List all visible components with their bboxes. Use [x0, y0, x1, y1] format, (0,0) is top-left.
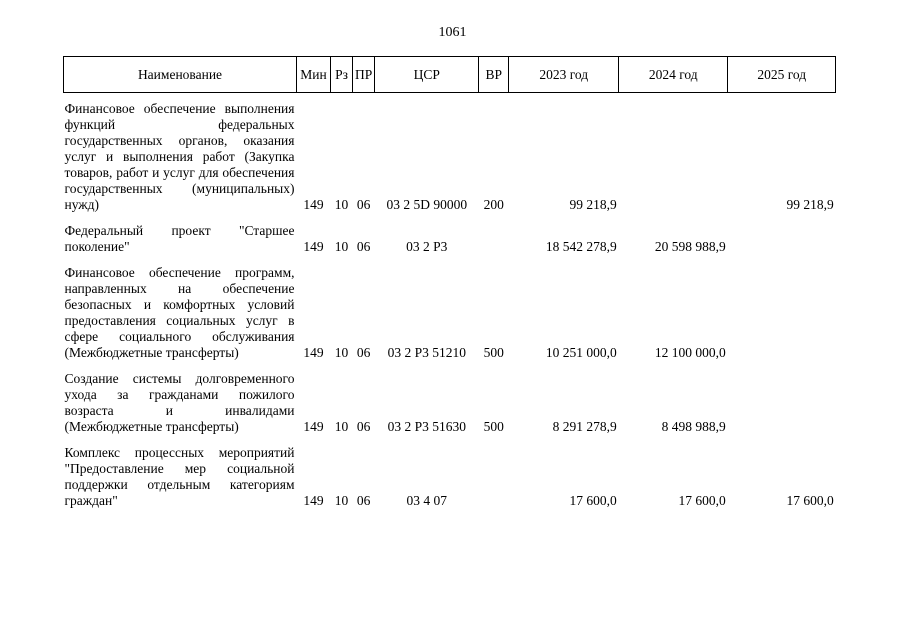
- row-pr: 06: [356, 493, 371, 508]
- row-csr: 03 2 Р3 51630: [387, 419, 466, 434]
- row-pr: 06: [356, 197, 371, 212]
- budget-table: [63, 56, 836, 509]
- row-min: 149: [303, 345, 324, 360]
- header-2025: 2025 год: [728, 57, 836, 93]
- row-vr: [479, 223, 509, 255]
- header-min: Мин: [297, 57, 331, 93]
- row-name: Комплекс процессных мероприятий "Предоставление мер социальной поддержки отдельным категориям граждан": [64, 445, 295, 508]
- row-vr: 500: [483, 345, 504, 360]
- table-row: [64, 223, 836, 255]
- row-2025: 99 218,9: [786, 197, 834, 212]
- row-2024: 8 498 988,9: [661, 419, 726, 434]
- row-rz: 10: [334, 239, 349, 254]
- row-csr: 03 4 07: [406, 493, 448, 508]
- row-name: Финансовое обеспечение выполнения функций федеральных государственных органов, оказания услуг и выполнения работ (Закупка товаров, работ и услуг для обеспечения государственных (муниципальных) нужд): [64, 101, 295, 212]
- table-row: [64, 445, 836, 509]
- row-2024: 20 598 988,9: [654, 239, 726, 254]
- row-2025: [728, 265, 836, 361]
- header-vr: ВР: [479, 57, 509, 93]
- row-csr: 03 2 Р3: [406, 239, 448, 254]
- row-csr: 03 2 5D 90000: [386, 197, 468, 212]
- row-2025: [728, 371, 836, 435]
- header-name: Наименование: [64, 57, 297, 93]
- row-2024: 17 600,0: [678, 493, 726, 508]
- header-rz: Рз: [331, 57, 353, 93]
- row-2024: 12 100 000,0: [654, 345, 726, 360]
- table-row: [64, 101, 836, 213]
- row-min: 149: [303, 419, 324, 434]
- row-rz: 10: [334, 419, 349, 434]
- row-min: 149: [303, 197, 324, 212]
- row-2023: 18 542 278,9: [545, 239, 617, 254]
- row-2025: 17 600,0: [786, 493, 834, 508]
- header-2024: 2024 год: [619, 57, 728, 93]
- row-2025: [728, 223, 836, 255]
- table-row: [64, 265, 836, 361]
- row-name: Создание системы долговременного ухода за гражданами пожилого возраста и инвалидами (Межбюджетные трансферты): [64, 371, 295, 434]
- row-vr: 500: [483, 419, 504, 434]
- row-name: Финансовое обеспечение программ, направленных на обеспечение безопасных и комфортных условий предоставления социальных услуг в сфере социального обслуживания (Межбюджетные трансферты): [64, 265, 295, 360]
- row-min: 149: [303, 493, 324, 508]
- row-2024: [619, 101, 728, 213]
- row-name: Федеральный проект "Старшее поколение": [64, 223, 295, 254]
- row-2023: 10 251 000,0: [545, 345, 617, 360]
- row-2023: 8 291 278,9: [552, 419, 617, 434]
- header-2023: 2023 год: [509, 57, 619, 93]
- row-2023: 99 218,9: [569, 197, 617, 212]
- table-body: [64, 93, 836, 510]
- row-rz: 10: [334, 493, 349, 508]
- page-number: 1061: [438, 25, 467, 40]
- row-rz: 10: [334, 345, 349, 360]
- row-vr: 200: [483, 197, 504, 212]
- row-2023: 17 600,0: [569, 493, 617, 508]
- table-row: [64, 371, 836, 435]
- table-header: [64, 57, 836, 93]
- row-rz: 10: [334, 197, 349, 212]
- row-pr: 06: [356, 419, 371, 434]
- row-pr: 06: [356, 239, 371, 254]
- row-min: 149: [303, 239, 324, 254]
- header-pr: ПР: [353, 57, 375, 93]
- row-pr: 06: [356, 345, 371, 360]
- row-csr: 03 2 Р3 51210: [387, 345, 466, 360]
- header-csr: ЦСР: [375, 57, 479, 93]
- row-vr: [479, 445, 509, 509]
